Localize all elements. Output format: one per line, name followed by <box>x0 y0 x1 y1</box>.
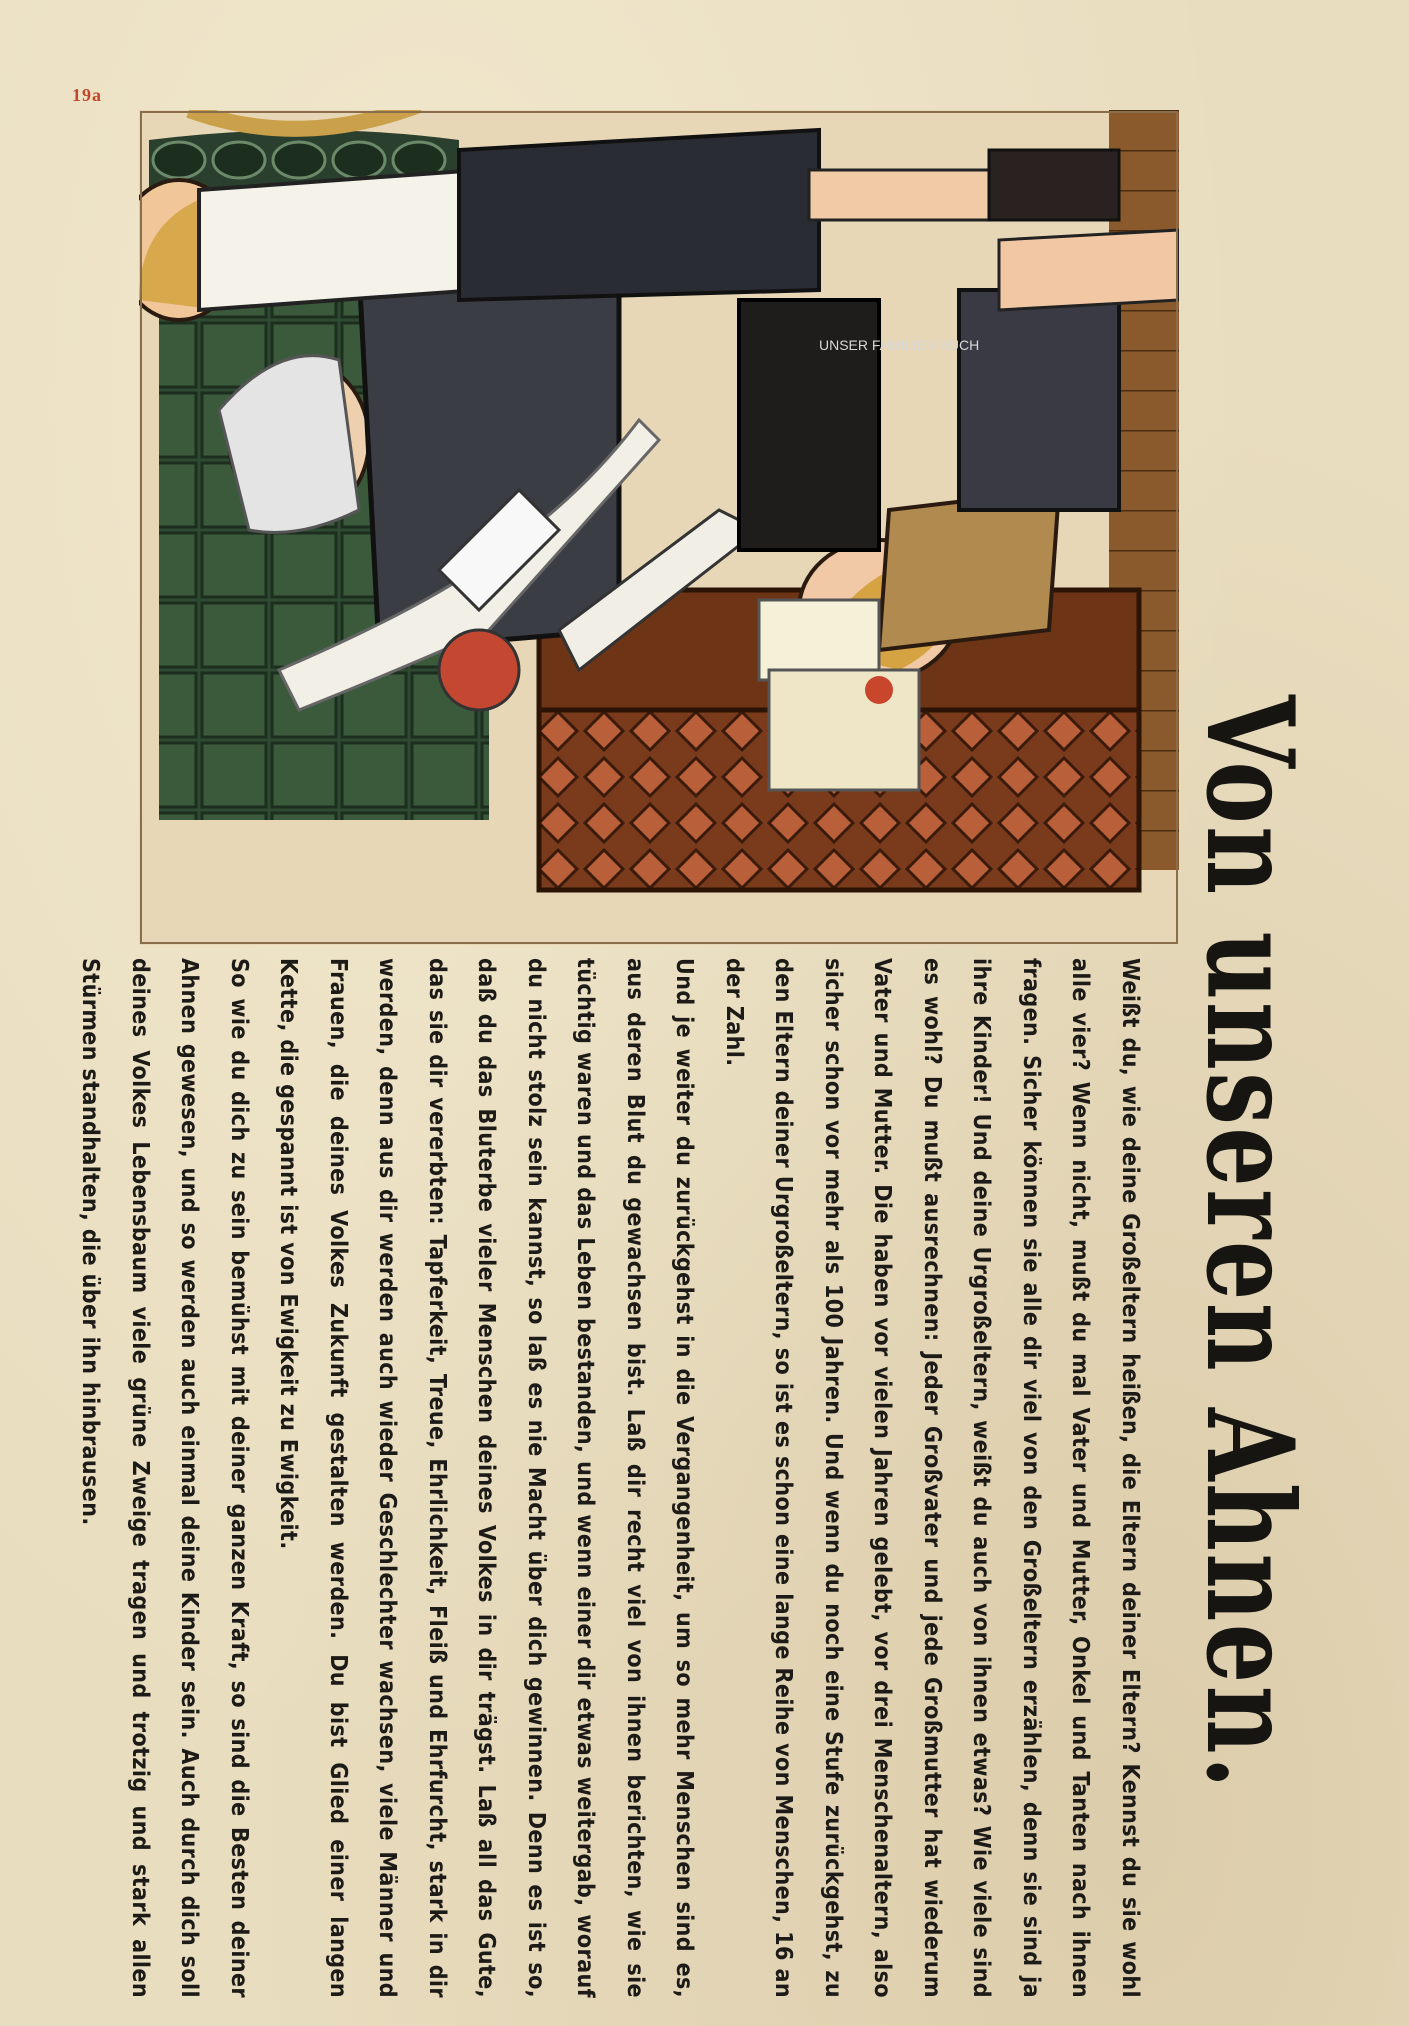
body-paragraph: Weißt du, wie deine Großeltern heißen, die Eltern deiner Eltern? Kennst du sie wohl alle vier? Wenn nicht, mußt du mal Vater und Mutter, Onkel und Tanten nach ihnen fragen. Sicher können sie alle dir viel von den Großeltern erzählen, denn sie sind ja ihre Kinder! Und deine Urgroßeltern, weißt du auch von ihnen etwas? Wie viele sind es wohl? Du mußt ausrechnen: Jeder Großvater und jede Großmutter hat wiederum Vater und Mutter. Die haben vor vielen Jahren gelebt, vor drei Menschenaltern, also sicher schon vor mehr als 100 Jahren. Und wenn du noch eine Stufe zurückgehst, zu den Eltern deiner Urgroßeltern, so ist es schon eine lange Reihe von Menschen, 16 an der Zahl. <box>721 958 1143 1998</box>
page-number: 19a <box>72 85 102 105</box>
body-text <box>44 958 1154 1998</box>
body-paragraph: So wie du dich zu sein bemühst mit deiner ganzen Kraft, so sind die Besten deiner Ahnen gewesen, und so werden auch einmal deine Kinder sein. Auch durch dich soll deines Volkes Lebensbaum viele grüne Zweige tragen und trotzig und stark allen Stürmen standhalten, die über ihn hinbrausen. <box>77 958 252 1998</box>
book-spine-text: UNSER FAMILIEN BUCH <box>819 337 980 353</box>
page-title: Von unseren Ahnen. <box>1179 695 1320 1791</box>
family-illustration <box>139 110 1179 945</box>
body-paragraph: Und je weiter du zurückgehst in die Vergangenheit, um so mehr Menschen sind es, aus deren Blut du gewachsen bist. Laß dir recht viel von ihnen berichten, wie sie tüchtig waren und das Leben bestanden, und wenn einer dir etwas weitergab, worauf du nicht stolz sein kannst, so laß es nie Macht über dich gewinnen. Denn es ist so, daß du das Bluterbe vieler Menschen deines Volkes in dir trägst. Laß all das Gute, das sie dir vererbten: Tapferkeit, Treue, Ehrlichkeit, Fleiß und Ehrfurcht, stark in dir werden, denn aus dir werden auch wieder Geschlechter wachsen, viele Männer und Frauen, die deines Volkes Zukunft gestalten werden. Du bist Glied einer langen Kette, die gespannt ist von Ewigkeit zu Ewigkeit. <box>275 958 698 1998</box>
